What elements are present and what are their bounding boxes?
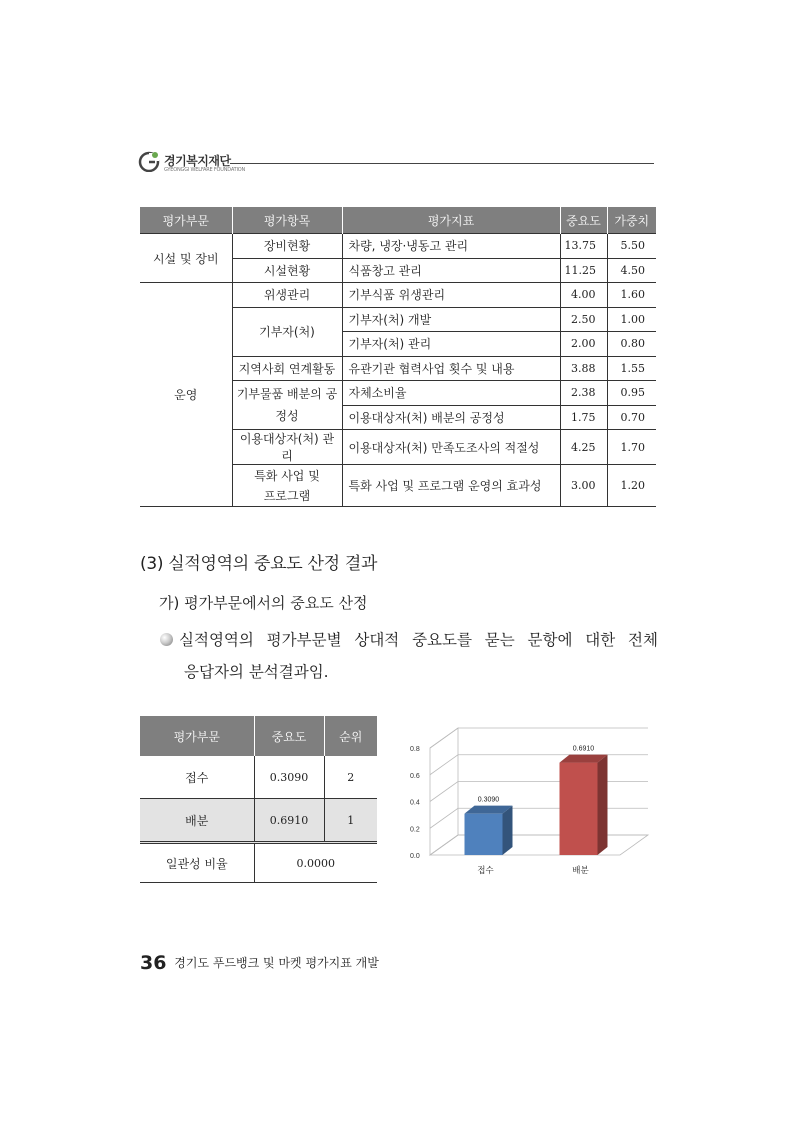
table-row xyxy=(140,756,377,799)
weight-cell: 0.80 xyxy=(607,332,656,357)
item-cell: 특화 사업 및 프로그램 xyxy=(232,465,342,507)
table-row xyxy=(140,799,377,843)
indicator-cell: 자체소비율 xyxy=(342,381,560,406)
weight-cell: 5.50 xyxy=(607,234,656,259)
header-importance: 중요도 xyxy=(560,207,607,234)
page-footer xyxy=(140,952,379,974)
rank-cell: 2 xyxy=(324,756,377,799)
item-cell: 이용대상자(처) 관리 xyxy=(232,430,342,465)
importance-cell: 3.88 xyxy=(560,356,607,381)
weight-cell: 0.95 xyxy=(607,381,656,406)
evaluation-indicator-table xyxy=(140,207,656,507)
chart-data-label: 0.3090 xyxy=(477,796,500,804)
bullet-line-1 xyxy=(160,624,658,656)
rank-cell: 1 xyxy=(324,799,377,843)
weight-cell: 1.20 xyxy=(607,465,656,507)
consistency-value: 0.0000 xyxy=(254,843,377,883)
footer-title: 경기도 푸드뱅크 및 마켓 평가지표 개발 xyxy=(174,956,379,970)
weight-cell: 0.70 xyxy=(607,405,656,430)
weight-cell: 1.55 xyxy=(607,356,656,381)
brand-name: 경기복지재단 xyxy=(164,154,231,168)
chart-y-tick-label: 0.0 xyxy=(410,853,420,860)
bullet-word: 중요도를 xyxy=(412,631,472,649)
chart-x-labels xyxy=(477,865,589,876)
bullet-icon xyxy=(160,633,173,646)
category-cell: 배분 xyxy=(140,799,254,843)
chart-x-tick-label: 접수 xyxy=(477,866,494,876)
subsection-heading: 가) 평가부문에서의 중요도 산정 xyxy=(159,594,368,612)
importance-bar-chart xyxy=(400,718,660,888)
chart-x-tick-label: 배분 xyxy=(572,866,589,876)
header-weight: 가중치 xyxy=(607,207,656,234)
weight-cell: 1.00 xyxy=(607,307,656,332)
bullet-word: 문항에 xyxy=(527,631,573,649)
table-header-row xyxy=(140,207,656,234)
chart-bar-side xyxy=(598,755,608,855)
chart-data-label: 0.6910 xyxy=(572,745,595,753)
importance-cell: 3.00 xyxy=(560,465,607,507)
table-row xyxy=(140,283,656,308)
weight-cell: 1.70 xyxy=(607,430,656,465)
item-cell: 기부자(처) xyxy=(232,307,342,356)
indicator-cell: 기부식품 위생관리 xyxy=(342,283,560,308)
indicator-cell: 기부자(처) 관리 xyxy=(342,332,560,357)
category-cell: 접수 xyxy=(140,756,254,799)
indicator-cell: 차량, 냉장·냉동고 관리 xyxy=(342,234,560,259)
importance-cell: 11.25 xyxy=(560,258,607,283)
page-header xyxy=(138,148,654,178)
brand-subtitle: GYEONGGI WELFARE FOUNDATION xyxy=(164,167,246,173)
weight-cell: 1.60 xyxy=(607,283,656,308)
item-cell: 지역사회 연계활동 xyxy=(232,356,342,381)
section-heading: (3) 실적영역의 중요도 산정 결과 xyxy=(140,554,378,574)
chart-y-ticks xyxy=(410,746,420,860)
bullet-word: 전체 xyxy=(627,631,658,649)
chart-y-tick-label: 0.4 xyxy=(410,799,420,807)
chart-y-tick-label: 0.6 xyxy=(410,772,420,780)
page-number: 36 xyxy=(140,952,167,974)
item-cell: 시설현황 xyxy=(232,258,342,283)
bullet-first-word: 실적영역의 xyxy=(160,624,254,656)
weight-cell: 4.50 xyxy=(607,258,656,283)
importance-cell: 1.75 xyxy=(560,405,607,430)
chart-grid xyxy=(430,728,648,855)
header-item: 평가항목 xyxy=(232,207,342,234)
chart-bar-side xyxy=(503,806,513,855)
importance-cell: 13.75 xyxy=(560,234,607,259)
chart-gridline xyxy=(430,755,648,775)
importance-cell: 4.25 xyxy=(560,430,607,465)
importance-cell: 2.38 xyxy=(560,381,607,406)
bullet-word: 상대적 xyxy=(354,631,400,649)
indicator-cell: 유관기관 협력사업 횟수 및 내용 xyxy=(342,356,560,381)
chart-bar xyxy=(560,763,598,855)
item-cell: 기부물품 배분의 공정성 xyxy=(232,381,342,430)
importance-cell: 0.6910 xyxy=(254,799,324,843)
importance-cell: 2.00 xyxy=(560,332,607,357)
summary-importance-table xyxy=(140,716,377,883)
bullet-word: 평가부문별 xyxy=(266,631,342,649)
chart-gridline xyxy=(430,782,648,802)
consistency-label: 일관성 비율 xyxy=(140,843,254,883)
importance-cell: 0.3090 xyxy=(254,756,324,799)
bullet-word: 대한 xyxy=(585,631,616,649)
table-row xyxy=(140,234,656,259)
category-cell: 시설 및 장비 xyxy=(140,234,232,283)
table-header-row xyxy=(140,716,377,756)
chart-y-tick-label: 0.8 xyxy=(410,746,420,753)
bullet-line-2: 응답자의 분석결과임. xyxy=(184,663,329,681)
indicator-cell: 이용대상자(처) 배분의 공정성 xyxy=(342,405,560,430)
indicator-cell: 특화 사업 및 프로그램 운영의 효과성 xyxy=(342,465,560,507)
chart-floor xyxy=(430,835,648,855)
chart-y-tick-label: 0.2 xyxy=(410,826,420,834)
category-cell: 운영 xyxy=(140,283,232,507)
consistency-row xyxy=(140,843,377,883)
item-cell: 장비현황 xyxy=(232,234,342,259)
header-indicator: 평가지표 xyxy=(342,207,560,234)
chart-bars xyxy=(465,746,608,855)
chart-gridline xyxy=(430,808,648,828)
item-cell: 위생관리 xyxy=(232,283,342,308)
bullet-paragraph xyxy=(160,624,658,688)
header-importance: 중요도 xyxy=(254,716,324,756)
header-category: 평가부문 xyxy=(140,207,232,234)
header-rank: 순위 xyxy=(324,716,377,756)
bullet-word: 묻는 xyxy=(484,631,515,649)
indicator-cell: 기부자(처) 개발 xyxy=(342,307,560,332)
chart-gridline xyxy=(430,835,648,855)
importance-cell: 2.50 xyxy=(560,307,607,332)
foundation-logo-icon xyxy=(138,150,160,172)
importance-cell: 4.00 xyxy=(560,283,607,308)
chart-bar xyxy=(465,814,503,855)
indicator-cell: 식품창고 관리 xyxy=(342,258,560,283)
chart-gridline xyxy=(430,728,648,748)
header-category: 평가부문 xyxy=(140,716,254,756)
header-rule xyxy=(230,163,654,164)
indicator-cell: 이용대상자(처) 만족도조사의 적절성 xyxy=(342,430,560,465)
